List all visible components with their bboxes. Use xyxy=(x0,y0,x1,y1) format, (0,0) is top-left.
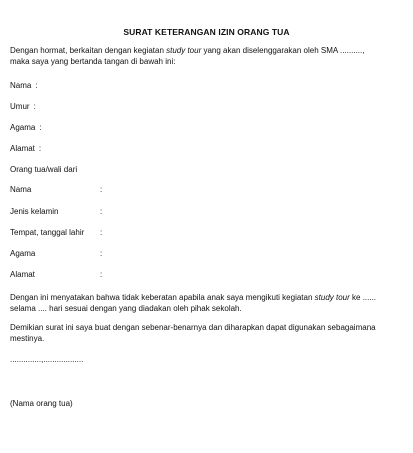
statement-italic: study tour xyxy=(314,293,350,302)
statement-line-1 xyxy=(10,292,376,303)
guardian-field-jenis-kelamin xyxy=(10,206,103,217)
field-colon: : xyxy=(35,81,38,90)
field-agama xyxy=(10,122,42,133)
field-colon: : xyxy=(100,185,103,194)
field-label: Alamat xyxy=(10,144,35,153)
guardian-field-agama xyxy=(10,248,103,259)
field-label: Agama xyxy=(10,249,36,258)
field-label: Umur xyxy=(10,102,30,111)
signature-name: (Nama orang tua) xyxy=(10,399,73,408)
guardian-field-nama xyxy=(10,184,103,195)
field-colon: : xyxy=(100,270,103,279)
field-label: Nama xyxy=(10,81,32,90)
field-nama xyxy=(10,80,38,91)
field-umur xyxy=(10,101,36,112)
field-colon: : xyxy=(100,228,103,237)
guardian-field-ttl xyxy=(10,227,103,238)
intro-line-2: maka saya yang bertanda tangan di bawah ini: xyxy=(10,57,176,66)
field-label: Tempat, tanggal lahir xyxy=(10,228,85,237)
letter-title: SURAT KETERANGAN IZIN ORANG TUA xyxy=(123,27,290,37)
closing-line-2: mestinya. xyxy=(10,334,45,343)
statement-line-2: selama .... hari sesuai dengan yang diadakan oleh pihak sekolah. xyxy=(10,304,242,313)
closing-line-1: Demikian surat ini saya buat dengan sebenar-benarnya dan diharapkan dapat digunakan sebagaimana xyxy=(10,323,376,332)
field-colon: : xyxy=(33,102,36,111)
intro-italic: study tour xyxy=(166,46,202,55)
date-line: ..............,.................. xyxy=(10,355,84,364)
statement-text-1: Dengan ini menyatakan bahwa tidak keberatan apabila anak saya mengikuti kegiatan xyxy=(10,293,315,302)
guardian-field-alamat xyxy=(10,269,103,280)
statement-text-2: ke ...... xyxy=(349,293,377,302)
field-colon: : xyxy=(38,144,42,153)
field-label: Alamat xyxy=(10,270,35,279)
field-alamat xyxy=(10,143,41,154)
field-label: Jenis kelamin xyxy=(10,207,59,216)
field-label: Nama xyxy=(10,185,32,194)
guardian-heading: Orang tua/wali dari xyxy=(10,165,78,174)
intro-line-1 xyxy=(10,45,364,56)
intro-text-1: Dengan hormat, berkaitan dengan kegiatan xyxy=(10,46,167,55)
intro-text-2: yang akan diselenggarakan oleh SMA .........., xyxy=(201,46,365,55)
field-colon: : xyxy=(100,207,103,216)
field-colon: : xyxy=(39,123,42,132)
field-label: Agama xyxy=(10,123,36,132)
field-colon: : xyxy=(100,249,103,258)
